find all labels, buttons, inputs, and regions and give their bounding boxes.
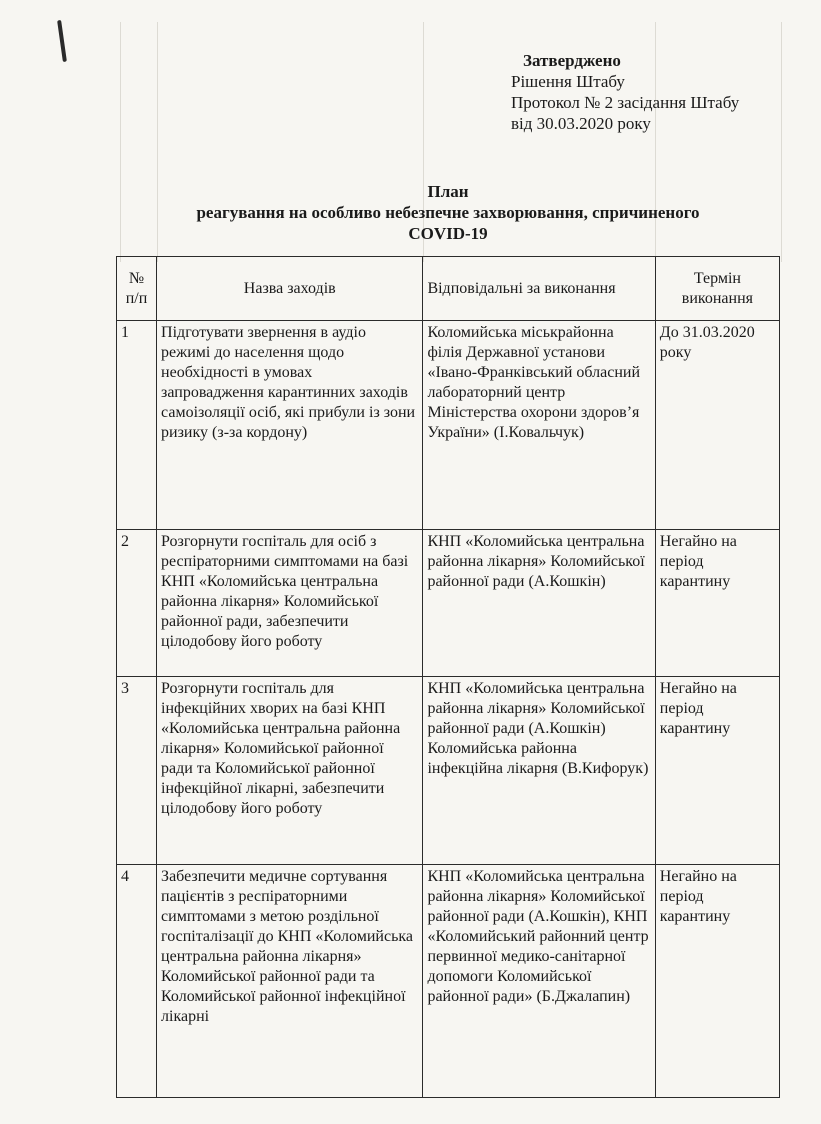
row-deadline: Негайно на період карантину <box>655 865 779 1098</box>
header-responsible: Відповідальні за виконання <box>423 257 655 321</box>
row-deadline: До 31.03.2020 року <box>655 321 779 530</box>
plan-subtitle-covid: COVID-19 <box>408 224 488 243</box>
header-number: № п/п <box>117 257 157 321</box>
row-measure: Підготувати звернення в аудіо режимі до населення щодо необхідності в умовах запровадження карантинних заходів самоізоляції осіб, які прибули із зони ризику (з-за кордону) <box>157 321 423 530</box>
plan-heading <box>116 181 780 244</box>
row-measure: Забезпечити медичне сортування пацієнтів з респіраторними симптомами з метою роздільної госпіталізації до КНП «Коломийська центральна районна лікарня» Коломийської районної ради та Коломийської районної інфекційної лікарні <box>157 865 423 1098</box>
pen-mark <box>57 20 67 62</box>
table-row <box>117 321 780 530</box>
table-row <box>117 677 780 865</box>
row-number: 3 <box>117 677 157 865</box>
approval-decision: Рішення Штабу <box>511 72 625 91</box>
row-number: 4 <box>117 865 157 1098</box>
approval-date: від 30.03.2020 року <box>511 114 651 133</box>
row-responsible: Коломийська міськрайонна філія Державної установи «Івано-Франківський обласний лабораторний центр Міністерства охорони здоров’я України» (І.Ковальчук) <box>423 321 655 530</box>
row-number: 1 <box>117 321 157 530</box>
row-measure: Розгорнути госпіталь для осіб з респіраторними симптомами на базі КНП «Коломийська центральна районна лікарня» Коломийської районної ради, забезпечити цілодобову його роботу <box>157 530 423 677</box>
row-deadline: Негайно на період карантину <box>655 530 779 677</box>
table-header-row <box>117 257 780 321</box>
row-responsible: КНП «Коломийська центральна районна лікарня» Коломийської районної ради (А.Кошкін) Коломийська районна інфекційна лікарня (В.Кифорук) <box>423 677 655 865</box>
plan-table <box>116 256 780 1098</box>
header-measures: Назва заходів <box>157 257 423 321</box>
approval-title: Затверджено <box>523 51 621 70</box>
plan-title: План <box>427 182 469 201</box>
row-number: 2 <box>117 530 157 677</box>
table-row <box>117 865 780 1098</box>
plan-subtitle: реагування на особливо небезпечне захворювання, спричиненого <box>196 203 700 222</box>
header-deadline: Термін виконання <box>655 257 779 321</box>
row-deadline: Негайно на період карантину <box>655 677 779 865</box>
approval-block <box>511 50 801 134</box>
row-responsible: КНП «Коломийська центральна районна лікарня» Коломийської районної ради (А.Кошкін) <box>423 530 655 677</box>
row-responsible: КНП «Коломийська центральна районна лікарня» Коломийської районної ради (А.Кошкін), КНП «Коломийський районний центр первинної медико-санітарної допомоги Коломийської районної ради» (Б.Джалапин) <box>423 865 655 1098</box>
table-row <box>117 530 780 677</box>
approval-protocol: Протокол № 2 засідання Штабу <box>511 93 740 112</box>
row-measure: Розгорнути госпіталь для інфекційних хворих на базі КНП «Коломийська центральна районна лікарня» Коломийської районної ради та Коломийської районної інфекційної лікарні, забезпечити цілодобову його роботу <box>157 677 423 865</box>
